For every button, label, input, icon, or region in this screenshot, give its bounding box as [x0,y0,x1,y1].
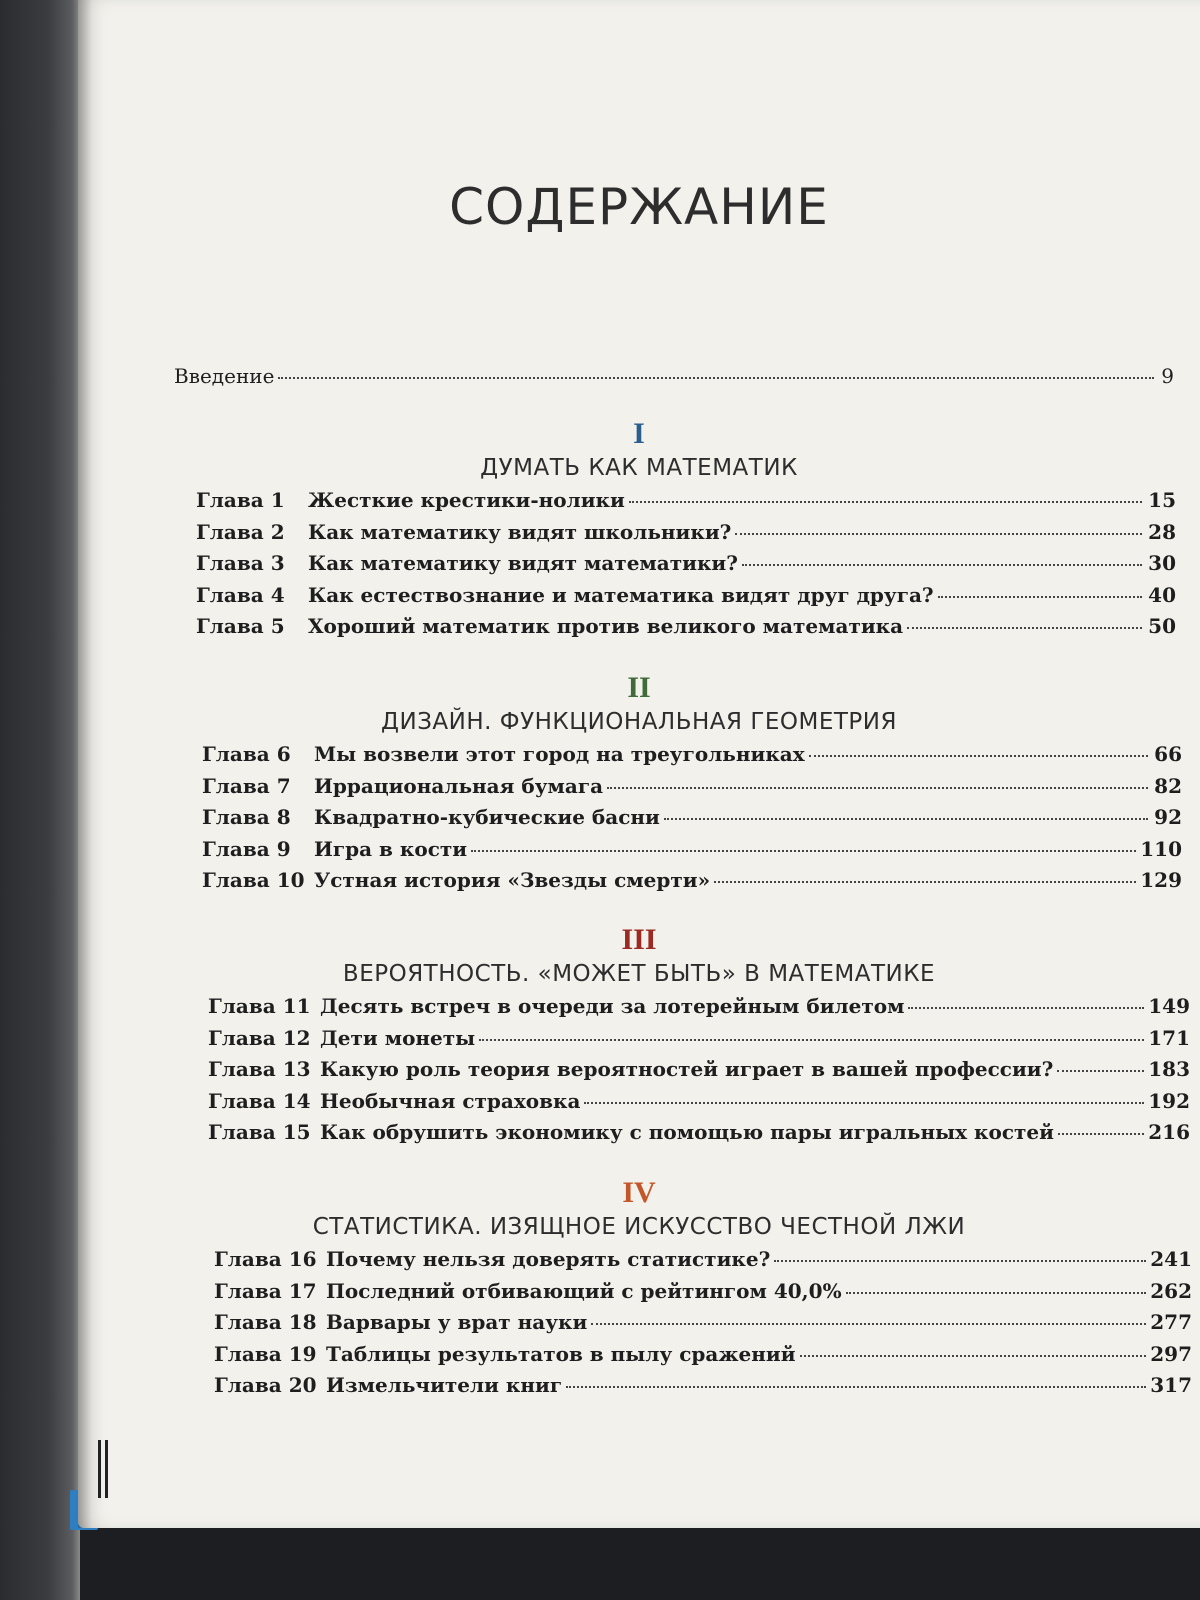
part-number: IV [622,1176,656,1209]
chapter-label: Глава 13 [208,1057,311,1081]
chapter-label: Глава 11 [208,994,311,1018]
chapter-page-number: 28 [1148,519,1176,544]
dot-leader [591,1322,1146,1325]
chapter-title: Квадратно-кубические басни [314,805,660,829]
chapter-label: Глава 10 [202,868,305,892]
chapter-title: Как обрушить экономику с помощью пары игральных костей [320,1120,1054,1144]
chapter-label: Глава 18 [214,1310,317,1334]
chapter-entry[interactable] [202,868,1182,900]
dot-leader [607,786,1148,789]
chapter-label: Глава 1 [196,488,285,512]
chapter-entry[interactable] [208,1089,1190,1121]
chapter-title: Иррациональная бумага [314,773,604,798]
chapter-label: Глава 2 [196,519,285,544]
intro-page-number: 9 [1161,364,1174,388]
dot-leader [714,880,1136,883]
chapter-label: Глава 14 [208,1088,311,1113]
chapter-page-number: 92 [1154,805,1182,829]
chapter-page-number: 317 [1150,1373,1192,1397]
dot-leader [629,500,1142,503]
chapter-label: Глава 16 [214,1247,317,1271]
page-title: СОДЕРЖАНИЕ [449,178,829,236]
chapter-entry[interactable] [202,742,1182,774]
chapter-label: Глава 3 [196,551,285,575]
chapter-entry[interactable] [196,614,1176,646]
chapter-page-number: 262 [1150,1278,1192,1303]
dot-leader [584,1101,1144,1104]
chapter-page-number: 149 [1148,994,1190,1018]
chapter-title: Дети монеты [320,1025,476,1050]
chapter-label: Глава 9 [202,836,291,861]
chapter-page-number: 277 [1150,1310,1192,1334]
chapter-entry[interactable] [208,994,1190,1026]
chapter-list [208,994,1190,1152]
chapter-label: Глава 12 [208,1025,311,1050]
part-title: ДУМАТЬ КАК МАТЕМАТИК [480,455,798,481]
chapter-title: Жесткие крестики-нолики [308,488,625,512]
dot-leader [471,849,1136,852]
dot-leader [907,626,1142,629]
chapter-entry[interactable] [208,1026,1190,1058]
chapter-title: Хороший математик против великого математика [308,614,904,638]
chapter-title: Как естествознание и математика видят друг друга? [308,582,934,607]
chapter-label: Глава 17 [214,1278,317,1303]
dot-leader [846,1291,1147,1294]
part-number: III [621,923,657,956]
chapter-title: Десять встреч в очереди за лотерейным билетом [320,994,905,1018]
chapter-page-number: 15 [1148,488,1176,512]
chapter-list [202,742,1182,900]
part-title: ДИЗАЙН. ФУНКЦИОНАЛЬНАЯ ГЕОМЕТРИЯ [381,709,897,735]
chapter-title: Необычная страховка [320,1088,581,1113]
chapter-page-number: 216 [1148,1120,1190,1144]
dot-leader [809,754,1148,757]
chapter-title: Какую роль теория вероятностей играет в вашей профессии? [320,1057,1054,1081]
chapter-title: Как математику видят математики? [308,551,738,575]
chapter-entry[interactable] [202,805,1182,837]
chapter-label: Глава 20 [214,1373,317,1397]
chapter-label: Глава 19 [214,1341,317,1366]
part-title: ВЕРОЯТНОСТЬ. «МОЖЕТ БЫТЬ» В МАТЕМАТИКЕ [342,961,936,987]
part-number: I [633,417,645,450]
chapter-page-number: 110 [1140,836,1182,861]
dot-leader [938,595,1142,598]
dot-leader [735,532,1142,535]
chapter-entry[interactable] [214,1310,1192,1342]
chapter-title: Как математику видят школьники? [308,519,732,544]
chapter-page-number: 192 [1148,1088,1190,1113]
chapter-label: Глава 5 [196,614,285,638]
chapter-page-number: 82 [1154,773,1182,798]
chapter-label: Глава 15 [208,1120,311,1144]
dot-leader [479,1038,1144,1041]
chapter-list [196,488,1176,646]
chapter-entry[interactable] [208,1057,1190,1089]
chapter-page-number: 50 [1148,614,1176,638]
chapter-label: Глава 6 [202,742,291,766]
chapter-title: Измельчители книг [326,1373,563,1397]
dot-leader [800,1354,1147,1357]
chapter-title: Устная история «Звезды смерти» [314,868,711,892]
dot-leader [664,817,1148,820]
chapter-title: Варвары у врат науки [326,1310,588,1334]
chapter-label: Глава 7 [202,773,291,798]
gutter-marks [98,1440,112,1498]
chapter-page-number: 241 [1150,1247,1192,1271]
chapter-page-number: 297 [1150,1341,1192,1366]
chapter-page-number: 171 [1148,1025,1190,1050]
chapter-entry[interactable] [196,583,1176,615]
book-binding [0,0,80,1600]
part-section [78,1175,1200,1405]
dot-leader [566,1385,1146,1388]
dot-leader [908,1006,1144,1009]
part-section [78,670,1200,900]
chapter-list [214,1247,1192,1405]
chapter-page-number: 66 [1154,742,1182,766]
dot-leader [1058,1132,1144,1135]
book-page [78,0,1200,1528]
chapter-entry[interactable] [208,1120,1190,1152]
chapter-entry[interactable] [202,837,1182,869]
chapter-title: Таблицы результатов в пылу сражений [326,1341,796,1366]
chapter-title: Последний отбивающий с рейтингом 40,0% [326,1278,842,1303]
part-number: II [627,671,651,704]
part-title: СТАТИСТИКА. ИЗЯЩНОЕ ИСКУССТВО ЧЕСТНОЙ ЛЖИ [312,1214,966,1240]
chapter-entry[interactable] [214,1279,1192,1311]
chapter-page-number: 129 [1140,868,1182,892]
chapter-label: Глава 4 [196,582,285,607]
dot-leader [742,563,1142,566]
chapter-page-number: 183 [1148,1057,1190,1081]
part-section [78,416,1200,646]
chapter-page-number: 40 [1148,582,1176,607]
chapter-title: Игра в кости [314,836,468,861]
chapter-entry[interactable] [214,1373,1192,1405]
dot-leader [774,1259,1146,1262]
part-section [78,922,1200,1152]
intro-label: Введение [174,364,275,388]
chapter-entry[interactable] [196,488,1176,520]
chapter-title: Почему нельзя доверять статистике? [326,1247,771,1271]
chapter-entry[interactable] [196,520,1176,552]
chapter-page-number: 30 [1148,551,1176,575]
intro-entry[interactable] [174,364,1174,400]
chapter-entry[interactable] [214,1342,1192,1374]
dot-leader [278,376,1154,379]
dot-leader [1057,1069,1144,1072]
chapter-entry[interactable] [214,1247,1192,1279]
chapter-entry[interactable] [202,774,1182,806]
chapter-title: Мы возвели этот город на треугольниках [314,742,805,766]
chapter-entry[interactable] [196,551,1176,583]
chapter-label: Глава 8 [202,805,291,829]
